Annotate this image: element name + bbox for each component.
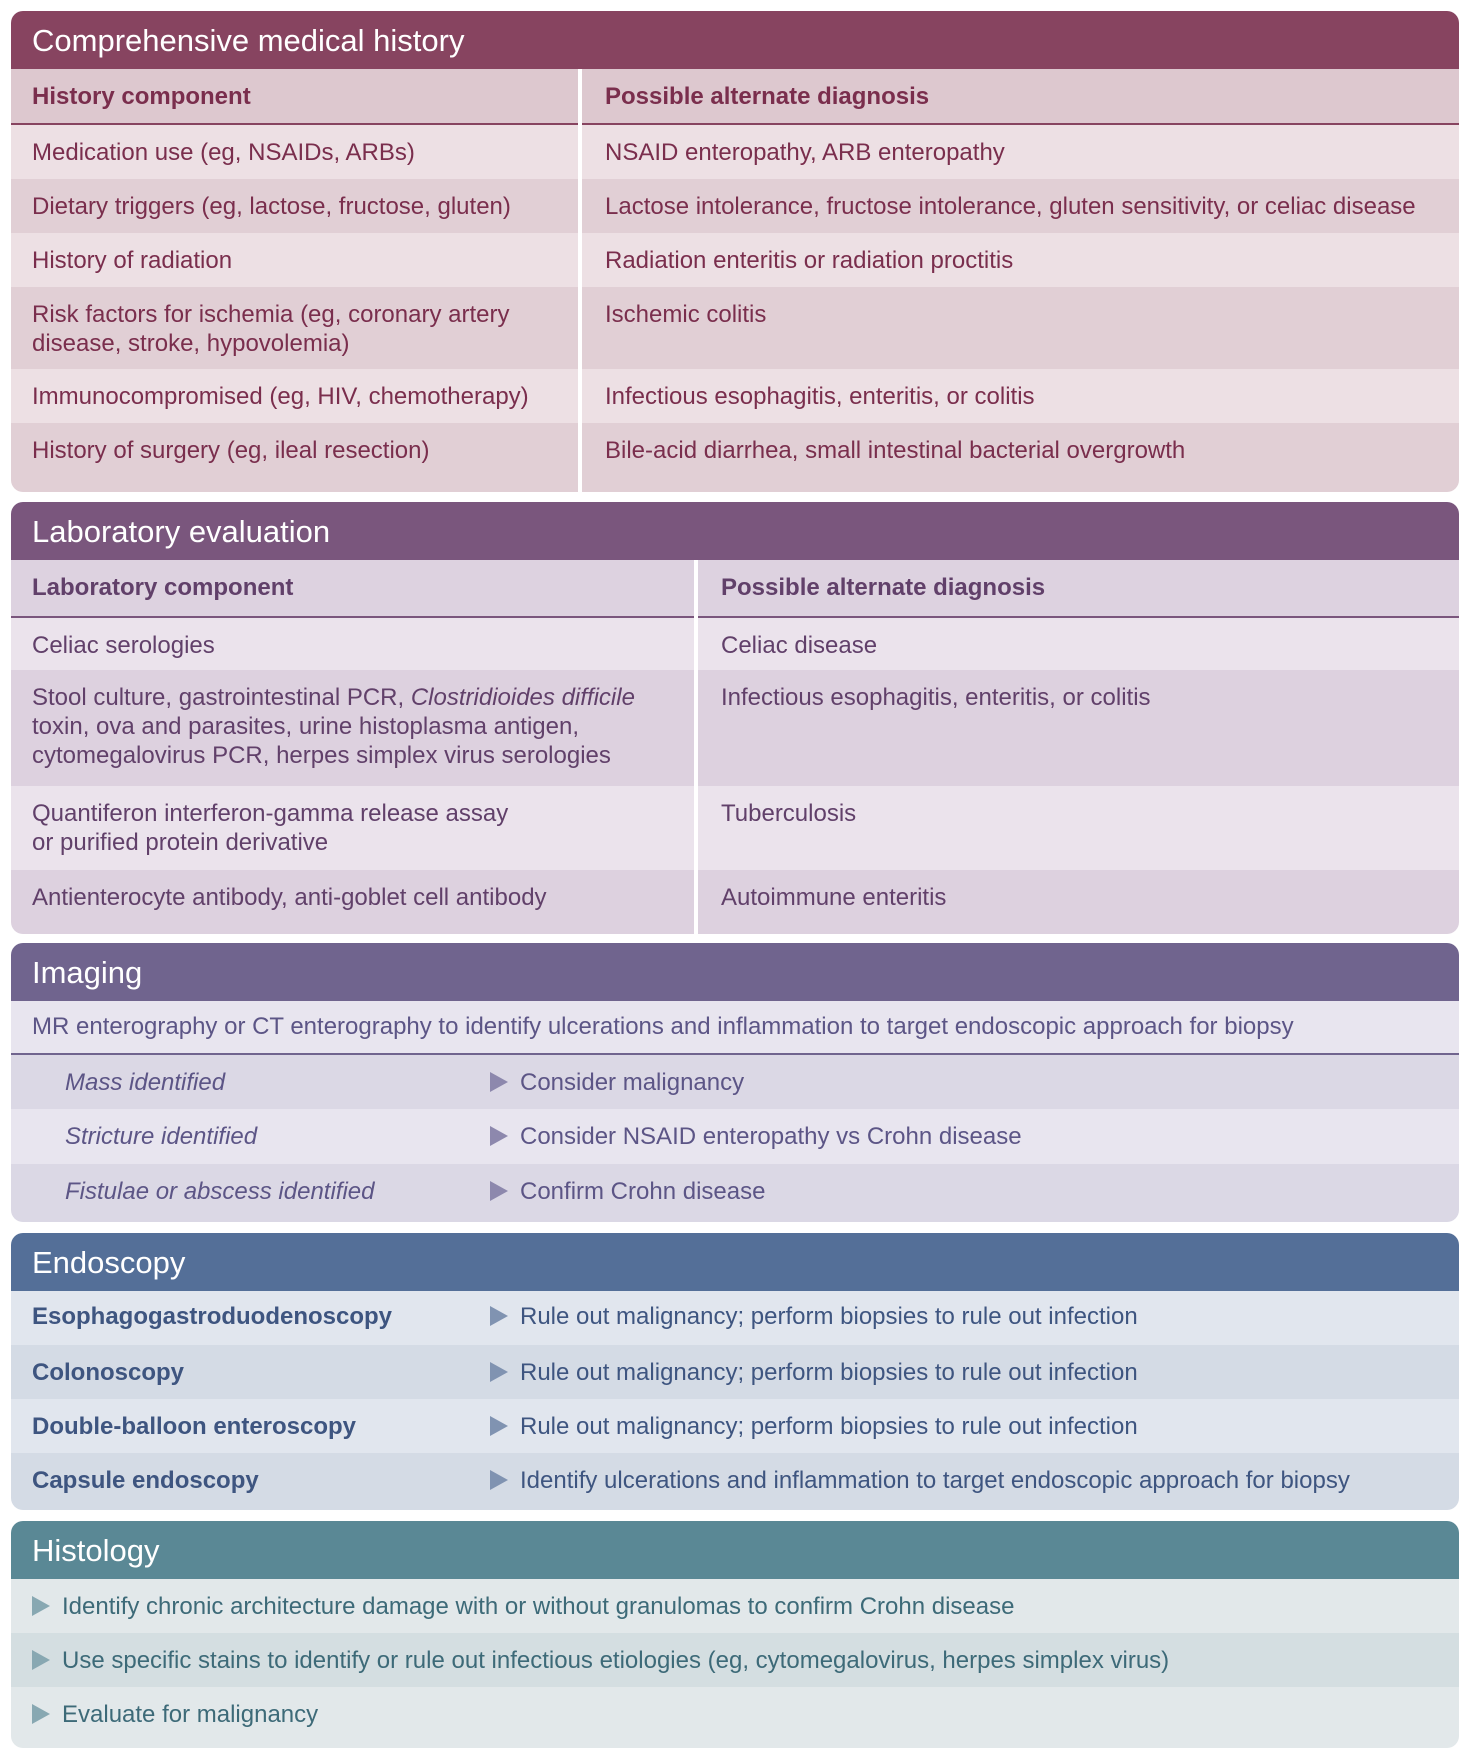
history-component: Immunocompromised (eg, HIV, chemotherapy) [32,383,529,410]
alternate-diagnosis: Lactose intolerance, fructose intolerance, gluten sensitivity, or celiac disease [605,193,1416,220]
history-component: History of surgery (eg, ileal resection) [32,437,430,464]
triangle-right-icon [490,1181,508,1201]
text-line: Risk factors for ischemia (eg, coronary artery [32,301,510,328]
triangle-right-icon [490,1416,508,1436]
table-row [11,670,1459,786]
imaging-action [490,1109,1022,1151]
lab-component [32,670,635,770]
histology-section [11,1521,1459,1748]
triangle-right-icon [490,1072,508,1092]
alternate-diagnosis: Ischemic colitis [605,301,767,328]
medical-history-header-row [11,69,1459,125]
action-text: Consider malignancy [520,1069,745,1096]
action-text: Rule out malignancy; perform biopsies to rule out infection [520,1359,1138,1386]
histology-title: Histology [11,1521,1459,1579]
medical-history-title: Comprehensive medical history [11,11,1459,69]
triangle-right-icon [490,1362,508,1382]
medical-history-section [11,11,1459,492]
action-text: Consider NSAID enteropathy vs Crohn disease [520,1123,1022,1150]
text-line [32,683,635,712]
alternate-diagnosis: Radiation enteritis or radiation proctitis [605,247,1014,274]
text-line: or purified protein derivative [32,829,329,856]
laboratory-title: Laboratory evaluation [11,502,1459,560]
column-header: History component [32,83,251,110]
list-item [11,1687,1459,1748]
triangle-right-icon [32,1596,50,1616]
imaging-finding [65,1055,225,1097]
table-row [11,179,1459,233]
table-row [11,618,1459,670]
endoscopy-section [11,1233,1459,1510]
alternate-diagnosis: Bile-acid diarrhea, small intestinal bacterial overgrowth [605,437,1186,464]
histology-item [32,1579,1014,1621]
history-component: Dietary triggers (eg, lactose, fructose, gluten) [32,193,511,220]
triangle-right-icon [32,1704,50,1724]
endoscopy-procedure: Colonoscopy [32,1359,185,1386]
item-text: Use specific stains to identify or rule out infectious etiologies (eg, cytomegalovirus, herpes simplex virus) [62,1647,1170,1674]
alternate-diagnosis: Infectious esophagitis, enteritis, or colitis [721,684,1151,711]
triangle-right-icon [32,1650,50,1670]
imaging-intro-row [11,1001,1459,1055]
table-row [11,1291,1459,1345]
triangle-right-icon [490,1126,508,1146]
endoscopy-action [490,1399,1138,1441]
endoscopy-action [490,1345,1138,1387]
table-row [11,233,1459,287]
text-line: Quantiferon interferon-gamma release assay [32,800,509,827]
table-row [11,786,1459,870]
alternate-diagnosis: Infectious esophagitis, enteritis, or colitis [605,383,1035,410]
table-row [11,287,1459,369]
table-row [11,1453,1459,1510]
alternate-diagnosis: NSAID enteropathy, ARB enteropathy [605,139,1005,166]
column-header: Possible alternate diagnosis [605,83,930,110]
imaging-action [490,1164,765,1206]
lab-component: Antienterocyte antibody, anti-goblet cell antibody [32,884,547,911]
column-header: Possible alternate diagnosis [721,574,1046,601]
column-divider [694,560,698,934]
endoscopy-procedure: Double-balloon enteroscopy [32,1413,357,1440]
endoscopy-action [490,1291,1138,1331]
history-component: Medication use (eg, NSAIDs, ARBs) [32,139,415,166]
finding-text: Mass identified [65,1069,226,1096]
action-text: Identify ulcerations and inflammation to target endoscopic approach for biopsy [520,1467,1350,1494]
table-row [11,1109,1459,1164]
endoscopy-procedure: Esophagogastroduodenoscopy [32,1303,393,1330]
item-text: Evaluate for malignancy [62,1701,319,1728]
column-header: Laboratory component [32,574,294,601]
imaging-section [11,943,1459,1222]
action-text: Rule out malignancy; perform biopsies to rule out infection [520,1303,1138,1330]
endoscopy-title: Endoscopy [11,1233,1459,1291]
alternate-diagnosis: Autoimmune enteritis [721,884,947,911]
list-item [11,1633,1459,1687]
action-text: Rule out malignancy; perform biopsies to rule out infection [520,1413,1138,1440]
alternate-diagnosis: Tuberculosis [721,800,857,827]
histology-item [32,1687,318,1729]
lab-component [32,786,508,857]
finding-text: Stricture identified [65,1123,258,1150]
imaging-finding [65,1109,257,1151]
imaging-finding [65,1164,375,1206]
triangle-right-icon [490,1306,508,1326]
history-component: History of radiation [32,247,233,274]
laboratory-header-row [11,560,1459,618]
table-row [11,423,1459,492]
endoscopy-action [490,1453,1350,1495]
text-segment: Stool culture, gastrointestinal PCR, [32,684,411,711]
organism-name: Clostridioides difficile [410,684,635,711]
imaging-intro: MR enterography or CT enterography to identify ulcerations and inflammation to target endoscopic approach for biopsy [32,1013,1294,1040]
alternate-diagnosis: Celiac disease [721,632,878,659]
item-text: Identify chronic architecture damage with or without granulomas to confirm Crohn disease [62,1593,1015,1620]
action-text: Confirm Crohn disease [520,1178,766,1205]
finding-text: Fistulae or abscess identified [65,1178,375,1205]
table-row [11,1055,1459,1109]
lab-component: Celiac serologies [32,632,215,659]
imaging-action [490,1055,744,1097]
endoscopy-procedure: Capsule endoscopy [32,1467,259,1494]
table-row [11,369,1459,423]
table-row [11,1345,1459,1399]
column-divider [578,69,582,492]
history-component [32,287,509,358]
list-item [11,1579,1459,1633]
imaging-title: Imaging [11,943,1459,1001]
table-row [11,125,1459,179]
triangle-right-icon [490,1470,508,1490]
table-row [11,870,1459,934]
table-row [11,1399,1459,1453]
text-line: disease, stroke, hypovolemia) [32,330,350,357]
text-line: cytomegalovirus PCR, herpes simplex virus serologies [32,742,611,769]
table-row [11,1164,1459,1222]
text-line: toxin, ova and parasites, urine histoplasma antigen, [32,713,579,740]
histology-item [32,1633,1169,1675]
laboratory-section [11,502,1459,934]
